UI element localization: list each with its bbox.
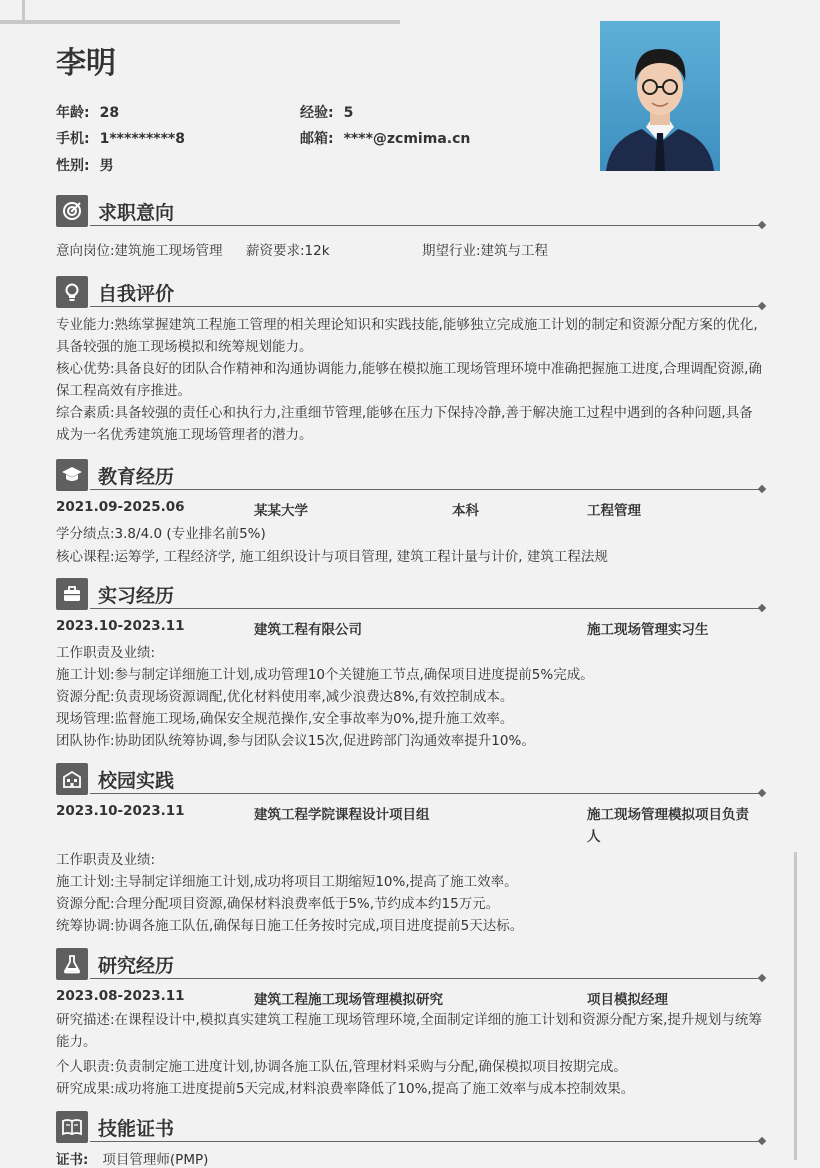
internship-line: 工作职责及业绩: [56, 645, 156, 661]
graduation-cap-icon [56, 459, 88, 491]
skills-cert-value: 项目管理师(PMP) [102, 1152, 209, 1168]
age-value: 28 [99, 105, 120, 121]
email-info [300, 128, 470, 148]
decor-horizontal-bar [0, 20, 400, 24]
target-icon [56, 195, 88, 227]
phone-value: 1*********8 [99, 131, 185, 147]
education-degree: 本科 [452, 503, 479, 519]
research-line: 研究成果:成功将施工进度提前5天完成,材料浪费率降低了10%,提高了施工效率与成本控制效果。 [56, 1081, 635, 1097]
section-title-internship: 实习经历 [98, 585, 175, 607]
campus-line: 工作职责及业绩: [56, 852, 156, 868]
section-divider [90, 306, 761, 307]
gender-value: 男 [99, 158, 114, 174]
internship-line: 施工计划:参与制定详细施工计划,成功管理10个关键施工节点,确保项目进度提前5%完成。 [56, 667, 594, 683]
section-title-skills: 技能证书 [98, 1118, 175, 1140]
candidate-name: 李明 [56, 46, 116, 81]
education-major: 工程管理 [587, 503, 641, 519]
section-divider-end [758, 221, 766, 229]
campus-role: 施工现场管理模拟项目负责 [587, 807, 749, 823]
decor-vertical-bar [22, 0, 25, 20]
internship-date: 2023.10-2023.11 [56, 618, 185, 634]
briefcase-icon [56, 578, 88, 610]
section-header-skills [56, 1111, 766, 1145]
experience-value: 5 [343, 105, 354, 121]
email-label: 邮箱: [300, 131, 334, 147]
research-line: 个人职责:负责制定施工进度计划,协调各施工队伍,管理材料采购与分配,确保模拟项目按期完成。 [56, 1059, 627, 1075]
section-header-education [56, 459, 766, 493]
education-date: 2021.09-2025.06 [56, 499, 185, 515]
self-eval-line: 专业能力:熟练掌握建筑工程施工管理的相关理论知识和实践技能,能够独立完成施工计划的制定和资源分配方案的优化,具备较强的施工现场模拟和统筹规划能力。 [56, 317, 758, 355]
experience-info [300, 102, 353, 122]
section-divider-end [758, 604, 766, 612]
flask-icon [56, 948, 88, 980]
intent-industry: 期望行业:建筑与工程 [422, 243, 549, 259]
internship-line: 团队协作:协助团队统筹协调,参与团队会议15次,促进跨部门沟通效率提升10%。 [56, 733, 535, 749]
phone-label: 手机: [56, 131, 90, 147]
section-header-research [56, 948, 766, 982]
education-gpa: 学分绩点:3.8/4.0 (专业排名前5%) [56, 526, 266, 542]
internship-role: 施工现场管理实习生 [587, 622, 709, 638]
internship-line: 资源分配:负责现场资源调配,优化材料使用率,减少浪费达8%,有效控制成本。 [56, 689, 514, 705]
section-title-education: 教育经历 [98, 466, 175, 488]
section-title-intent: 求职意向 [98, 202, 175, 224]
age-info [56, 102, 119, 122]
internship-line: 现场管理:监督施工现场,确保安全规范操作,安全事故率为0%,提升施工效率。 [56, 711, 514, 727]
campus-org: 建筑工程学院课程设计项目组 [254, 807, 430, 823]
research-line: 研究描述:在课程设计中,模拟真实建筑工程施工现场管理环境,全面制定详细的施工计划和资源分配方案,提升规划与统筹能力。 [56, 1012, 762, 1050]
section-header-campus [56, 763, 766, 797]
section-divider [90, 489, 761, 490]
phone-info [56, 128, 185, 148]
section-header-intent [56, 195, 766, 229]
education-courses: 核心课程:运筹学, 工程经济学, 施工组织设计与项目管理, 建筑工程计量与计价, 建筑工程法规 [56, 549, 608, 565]
book-icon [56, 1111, 88, 1143]
self-eval-line: 核心优势:具备良好的团队合作精神和沟通协调能力,能够在模拟施工现场管理环境中准确把握施工进度,合理调配资源,确保工程高效有序推进。 [56, 361, 762, 399]
skills-cert [56, 1148, 208, 1168]
gender-label: 性别: [56, 158, 90, 174]
section-divider-end [758, 302, 766, 310]
profile-photo [600, 21, 720, 171]
section-divider-end [758, 485, 766, 493]
research-date: 2023.08-2023.11 [56, 988, 185, 1004]
section-divider [90, 1141, 761, 1142]
section-divider [90, 225, 761, 226]
section-title-self-eval: 自我评价 [98, 283, 175, 305]
section-divider [90, 608, 761, 609]
email-value: ****@zcmima.cn [343, 131, 471, 147]
section-header-internship [56, 578, 766, 612]
research-project: 建筑工程施工现场管理模拟研究 [254, 992, 443, 1008]
campus-line: 统筹协调:协调各施工队伍,确保每日施工任务按时完成,项目进度提前5天达标。 [56, 918, 524, 934]
gender-info [56, 155, 114, 175]
experience-label: 经验: [300, 105, 334, 121]
building-icon [56, 763, 88, 795]
intent-salary: 薪资要求:12k [246, 243, 330, 259]
campus-line: 施工计划:主导制定详细施工计划,成功将项目工期缩短10%,提高了施工效率。 [56, 874, 518, 890]
section-divider [90, 978, 761, 979]
section-divider-end [758, 1137, 766, 1145]
intent-position: 意向岗位:建筑施工现场管理 [56, 243, 223, 259]
decor-right-bar [794, 852, 797, 1160]
education-school: 某某大学 [254, 503, 308, 519]
campus-date: 2023.10-2023.11 [56, 803, 185, 819]
campus-role-wrap: 人 [587, 829, 601, 845]
self-eval-line: 综合素质:具备较强的责任心和执行力,注重细节管理,能够在压力下保持冷静,善于解决施工过程中遇到的各种问题,具备成为一名优秀建筑施工现场管理者的潜力。 [56, 405, 753, 443]
section-divider-end [758, 974, 766, 982]
section-title-research: 研究经历 [98, 955, 175, 977]
section-header-self-eval [56, 276, 766, 310]
internship-company: 建筑工程有限公司 [254, 622, 362, 638]
section-divider [90, 793, 761, 794]
research-role: 项目模拟经理 [587, 992, 668, 1008]
lightbulb-icon [56, 276, 88, 308]
campus-line: 资源分配:合理分配项目资源,确保材料浪费率低于5%,节约成本约15万元。 [56, 896, 500, 912]
section-title-campus: 校园实践 [98, 770, 175, 792]
age-label: 年龄: [56, 105, 90, 121]
skills-cert-label: 证书: [56, 1152, 89, 1168]
section-divider-end [758, 789, 766, 797]
